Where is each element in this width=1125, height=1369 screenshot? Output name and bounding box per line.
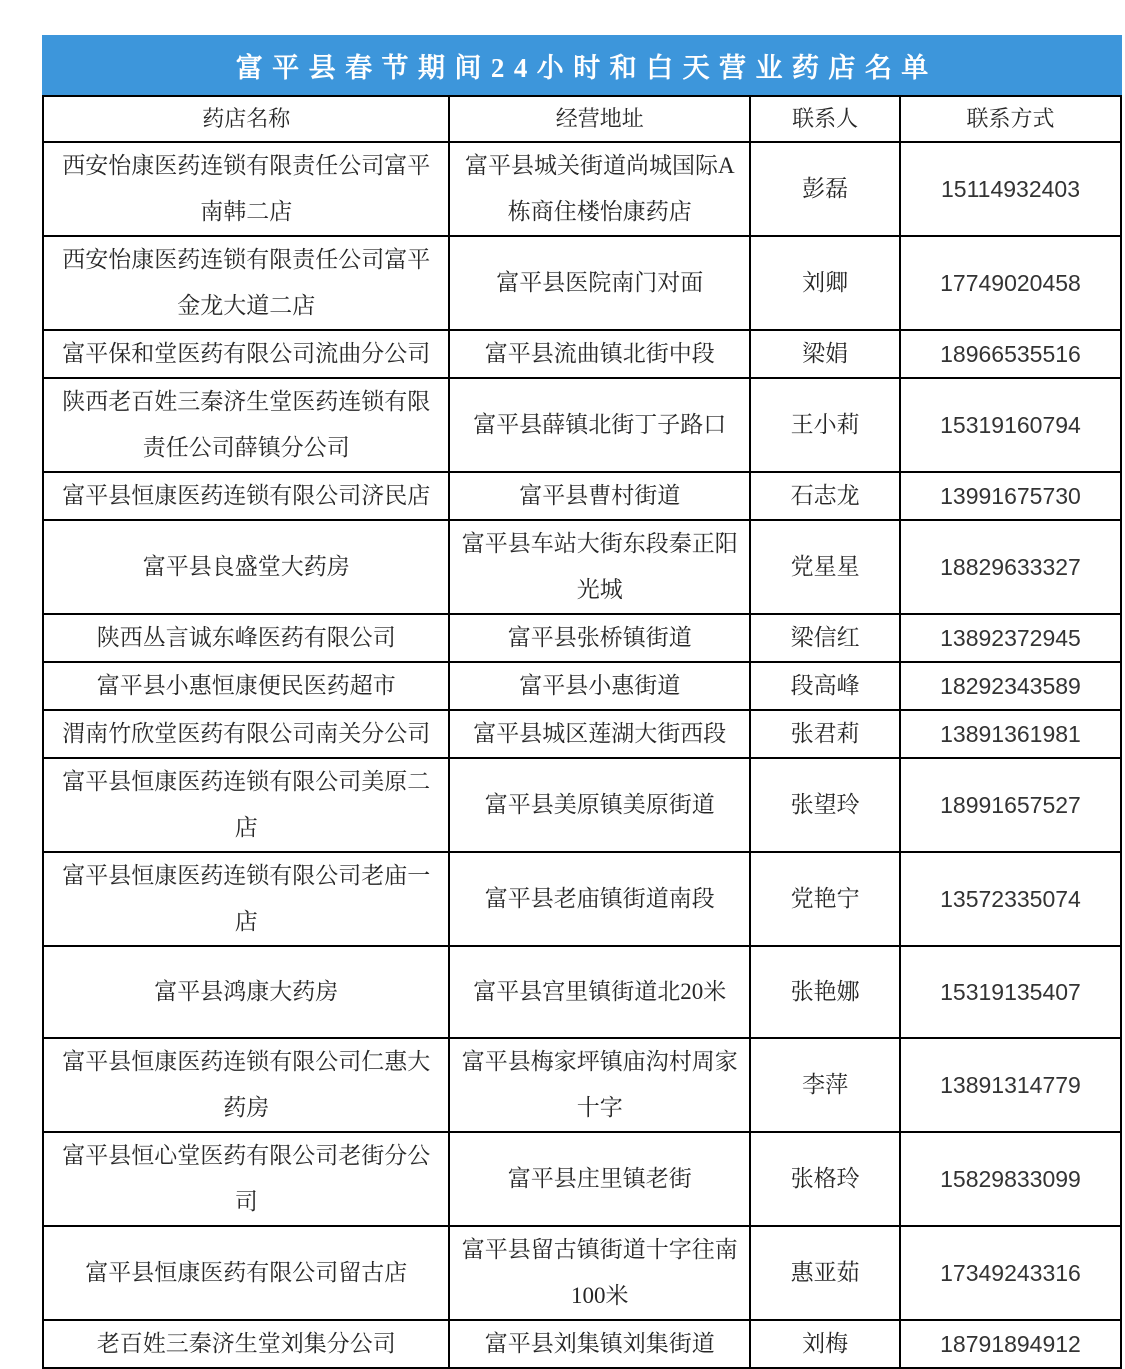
address-cell: 富平县老庙镇街道南段 [449, 852, 750, 946]
table-title: 富平县春节期间24小时和白天营业药店名单 [42, 35, 1122, 95]
contact-person-cell: 张格玲 [750, 1132, 900, 1226]
phone-cell: 13891314779 [900, 1038, 1121, 1132]
pharmacy-name-cell: 富平县恒康医药连锁有限公司老庙一店 [43, 852, 449, 946]
pharmacy-name-cell: 西安怡康医药连锁有限责任公司富平南韩二店 [43, 142, 449, 236]
table-row [43, 1132, 1121, 1226]
contact-person-cell: 石志龙 [750, 472, 900, 520]
phone-cell: 13891361981 [900, 710, 1121, 758]
table-row [43, 662, 1121, 710]
address-cell: 富平县刘集镇刘集街道 [449, 1320, 750, 1368]
phone-cell: 18791894912 [900, 1320, 1121, 1368]
contact-person-cell: 段高峰 [750, 662, 900, 710]
phone-cell: 15319135407 [900, 946, 1121, 1038]
pharmacy-name-cell: 富平县鸿康大药房 [43, 946, 449, 1038]
phone-cell: 18292343589 [900, 662, 1121, 710]
header-pharmacy-name: 药店名称 [43, 96, 449, 142]
contact-person-cell: 张艳娜 [750, 946, 900, 1038]
contact-person-cell: 李萍 [750, 1038, 900, 1132]
address-cell: 富平县宫里镇街道北20米 [449, 946, 750, 1038]
pharmacy-name-cell: 富平县恒康医药连锁有限公司美原二店 [43, 758, 449, 852]
phone-cell: 18966535516 [900, 330, 1121, 378]
phone-cell: 18991657527 [900, 758, 1121, 852]
phone-cell: 13892372945 [900, 614, 1121, 662]
pharmacy-name-cell: 富平保和堂医药有限公司流曲分公司 [43, 330, 449, 378]
contact-person-cell: 梁娟 [750, 330, 900, 378]
table-row [43, 520, 1121, 614]
table-row [43, 1320, 1121, 1368]
table-body [43, 142, 1121, 1368]
phone-cell: 15319160794 [900, 378, 1121, 472]
pharmacy-name-cell: 陕西老百姓三秦济生堂医药连锁有限责任公司薛镇分公司 [43, 378, 449, 472]
address-cell: 富平县薛镇北街丁子路口 [449, 378, 750, 472]
address-cell: 富平县车站大街东段秦正阳光城 [449, 520, 750, 614]
phone-cell: 13572335074 [900, 852, 1121, 946]
phone-cell: 18829633327 [900, 520, 1121, 614]
table-row [43, 1038, 1121, 1132]
table-row [43, 142, 1121, 236]
table-row [43, 852, 1121, 946]
address-cell: 富平县美原镇美原街道 [449, 758, 750, 852]
pharmacy-name-cell: 富平县良盛堂大药房 [43, 520, 449, 614]
address-cell: 富平县小惠街道 [449, 662, 750, 710]
table-row [43, 236, 1121, 330]
pharmacy-name-cell: 富平县恒康医药连锁有限公司济民店 [43, 472, 449, 520]
contact-person-cell: 王小莉 [750, 378, 900, 472]
table-header [43, 96, 1121, 142]
phone-cell: 17349243316 [900, 1226, 1121, 1320]
contact-person-cell: 梁信红 [750, 614, 900, 662]
address-cell: 富平县城区莲湖大街西段 [449, 710, 750, 758]
address-cell: 富平县张桥镇街道 [449, 614, 750, 662]
address-cell: 富平县城关街道尚城国际A栋商住楼怡康药店 [449, 142, 750, 236]
phone-cell: 15829833099 [900, 1132, 1121, 1226]
pharmacy-name-cell: 陕西丛言诚东峰医药有限公司 [43, 614, 449, 662]
header-row [43, 96, 1121, 142]
pharmacy-name-cell: 渭南竹欣堂医药有限公司南关分公司 [43, 710, 449, 758]
table-row [43, 758, 1121, 852]
header-phone: 联系方式 [900, 96, 1121, 142]
address-cell: 富平县庄里镇老街 [449, 1132, 750, 1226]
address-cell: 富平县留古镇街道十字往南100米 [449, 1226, 750, 1320]
pharmacy-name-cell: 富平县恒心堂医药有限公司老街分公司 [43, 1132, 449, 1226]
pharmacy-name-cell: 富平县恒康医药连锁有限公司仁惠大药房 [43, 1038, 449, 1132]
contact-person-cell: 惠亚茹 [750, 1226, 900, 1320]
contact-person-cell: 刘梅 [750, 1320, 900, 1368]
pharmacy-name-cell: 富平县小惠恒康便民医药超市 [43, 662, 449, 710]
phone-cell: 15114932403 [900, 142, 1121, 236]
phone-cell: 17749020458 [900, 236, 1121, 330]
address-cell: 富平县梅家坪镇庙沟村周家十字 [449, 1038, 750, 1132]
table-row [43, 378, 1121, 472]
header-contact-person: 联系人 [750, 96, 900, 142]
pharmacy-name-cell: 西安怡康医药连锁有限责任公司富平金龙大道二店 [43, 236, 449, 330]
address-cell: 富平县流曲镇北街中段 [449, 330, 750, 378]
table-row [43, 472, 1121, 520]
table-row [43, 946, 1121, 1038]
table-row [43, 1226, 1121, 1320]
contact-person-cell: 刘卿 [750, 236, 900, 330]
pharmacy-table [42, 95, 1122, 1369]
address-cell: 富平县医院南门对面 [449, 236, 750, 330]
address-cell: 富平县曹村街道 [449, 472, 750, 520]
contact-person-cell: 张君莉 [750, 710, 900, 758]
table-row [43, 330, 1121, 378]
contact-person-cell: 党星星 [750, 520, 900, 614]
header-address: 经营地址 [449, 96, 750, 142]
contact-person-cell: 张望玲 [750, 758, 900, 852]
contact-person-cell: 彭磊 [750, 142, 900, 236]
table-row [43, 710, 1121, 758]
pharmacy-name-cell: 老百姓三秦济生堂刘集分公司 [43, 1320, 449, 1368]
table-row [43, 614, 1121, 662]
pharmacy-list-sheet [42, 35, 1122, 1369]
contact-person-cell: 党艳宁 [750, 852, 900, 946]
phone-cell: 13991675730 [900, 472, 1121, 520]
pharmacy-name-cell: 富平县恒康医药有限公司留古店 [43, 1226, 449, 1320]
